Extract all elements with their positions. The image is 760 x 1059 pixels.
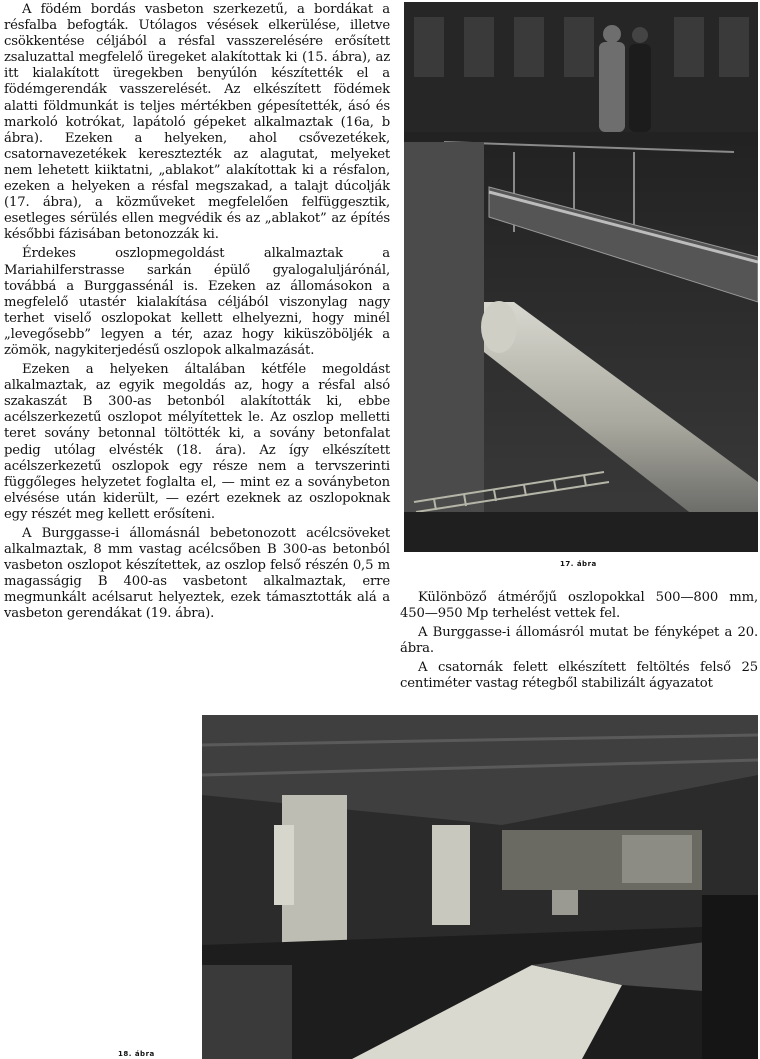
paragraph: Érdekes oszlopmegoldást alkalmaztak a Mariahilferstrasse sarkán épülő gyalogaluljárónál, továbbá a Burggassénál is. Ezeken az állomásokon a megfelelő utastér kialakítása céljából viszonylag nagy terhet viselő oszlopokat kellett elhelyezni, hogy minél „levegősebb” legyen a tér, azaz hogy kiküszöböljék a zömök, nagykiterjedésű oszlopok alkalmazását. bbox=[4, 246, 390, 358]
right-text-column bbox=[400, 590, 758, 693]
figure-18-photo bbox=[202, 715, 758, 1059]
paragraph: A födém bordás vasbeton szerkezetű, a bordákat a résfalba befogták. Utólagos vésések elkerülése, illetve csökkentése céljából a résfal vasszerelésére erősített zsaluzattal megfelelő üregeket alakítottak ki (15. ábra), az itt kialakított üregekben benyúlón készítették el a födémgerendák vasszerelését. Az elkészített födémek alatti földmunkát is teljes mértékben gépesítették, ásó és markoló kotrókat, lapátoló gépeket alkalmaztak (16a, b ábra). Ezeken a helyeken, ahol csővezetékek, csatornavezetékek keresztezték az alagutat, melyeket nem lehetett kiiktatni, „ablakot” alakítottak ki a résfalon, ezeken a helyeken a résfal megszakad, a talajt dúcolják (17. ábra), a közműveket megfelelően felfüggesztik, esetleges sérülés ellen megvédik és az „ablakot” az építés későbbi fázisában betonozzák ki. bbox=[4, 2, 390, 243]
left-text-column bbox=[4, 2, 390, 623]
construction-site-illustration bbox=[404, 2, 758, 552]
paragraph: A Burggasse-i állomásról mutat be fényképet a 20. ábra. bbox=[400, 625, 758, 657]
paragraph: Ezeken a helyeken általában kétféle megoldást alkalmaztak, az egyik megoldás az, hogy a résfal alsó szakaszát B 300-as betonból alakították ki, ebbe acélszerkezetű oszlopot mélyítettek le. Az oszlop melletti teret sovány betonnal töltötték ki, a sovány betonfalat pedig utólag elvésték (18. ára). Az így elkészített acélszerkezetű oszlopok egy része nem a tervszerinti függőleges helyzetet foglalta el, — mint ez a soványbeton elvésése után kiderült, — ezért ezeknek az oszlopoknak egy részét meg kellett erősíteni. bbox=[4, 362, 390, 522]
paragraph: A csatornák felett elkészített feltöltés felső 25 centiméter vastag rétegből stabilizált ágyazatot bbox=[400, 660, 758, 692]
figure-17-caption: 17. ábra bbox=[560, 560, 597, 568]
paragraph: Különböző átmérőjű oszlopokkal 500—800 mm, 450—950 Mp terhelést vettek fel. bbox=[400, 590, 758, 622]
figure-17-photo bbox=[404, 2, 758, 552]
figure-18-caption: 18. ábra bbox=[118, 1050, 155, 1058]
paragraph: A Burggasse-i állomásnál bebetonozott acélcsöveket alkalmaztak, 8 mm vastag acélcsőben B 300-as betonból vasbeton oszlopot készítettek, az oszlop felső részén 0,5 m magasságig B 400-as vasbetont alkalmaztak, erre megmunkált acélsarut helyeztek, ezek támasztották alá a vasbeton gerendákat (19. ábra). bbox=[4, 526, 390, 622]
tunnel-interior-illustration bbox=[202, 715, 758, 1059]
